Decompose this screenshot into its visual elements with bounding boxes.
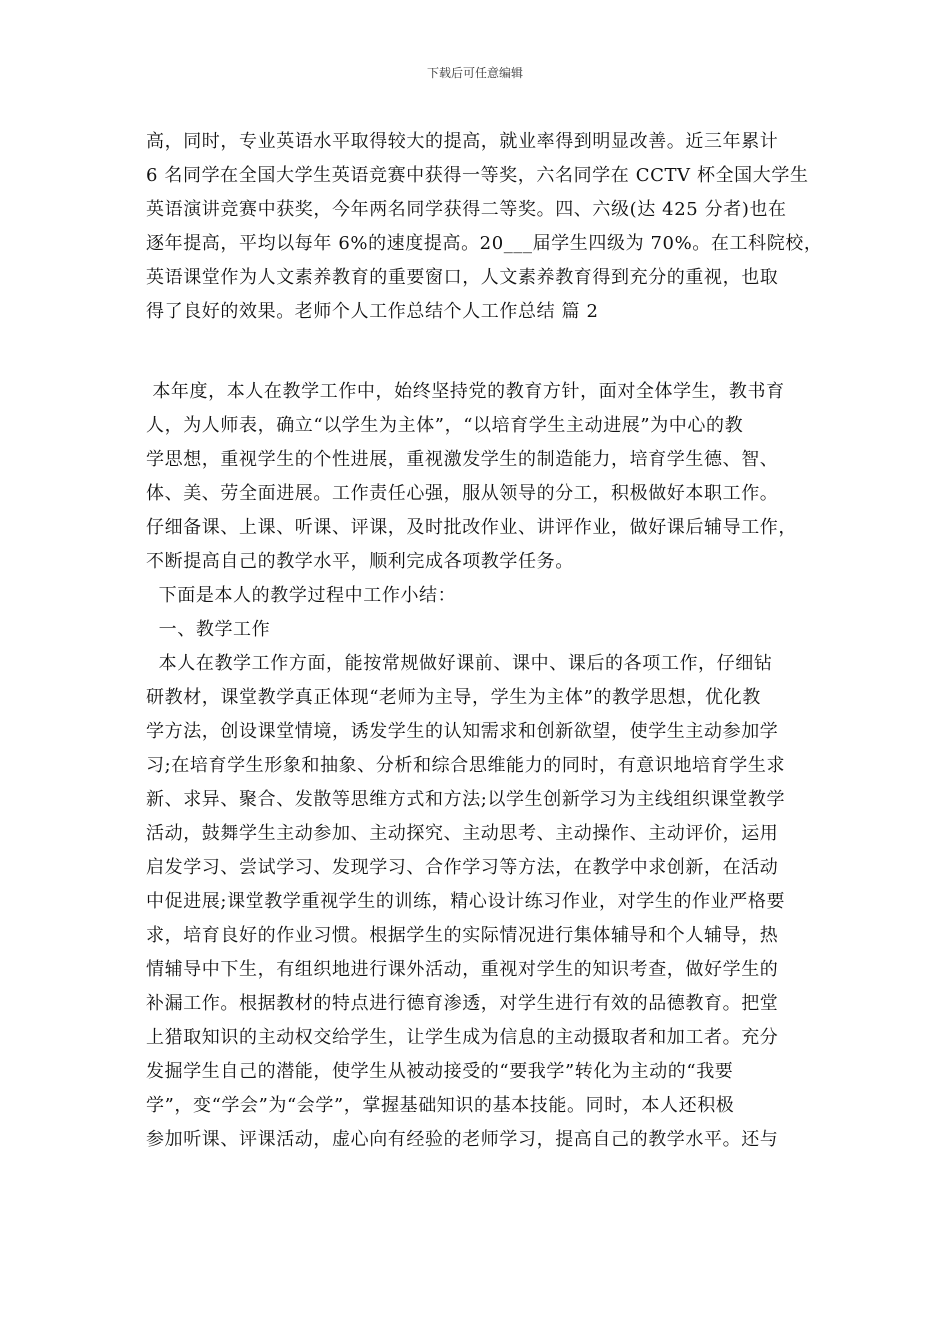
text-line: 英语课堂作为人文素养教育的重要窗口，人文素养教育得到充分的重视，也取	[146, 267, 779, 288]
text-line: 6 名同学在全国大学生英语竞赛中获得一等奖，六名同学在 CCTV 杯全国大学生	[146, 165, 809, 186]
text-line: 中促进展;课堂教学重视学生的训练，精心设计练习作业，对学生的作业严格要	[146, 891, 786, 912]
text-line: 英语演讲竞赛中获奖，今年两名同学获得二等奖。四、六级(达 425 分者)也在	[146, 199, 787, 220]
text-line: 本年度，本人在教学工作中，始终坚持党的教育方针，面对全体学生，教书育	[146, 381, 785, 402]
text-line: 上猎取知识的主动权交给学生，让学生成为信息的主动摄取者和加工者。充分	[146, 1027, 779, 1048]
text-line: 学思想，重视学生的个性进展，重视激发学生的制造能力，培育学生德、智、	[146, 449, 779, 470]
text-line: 本人在教学工作方面，能按常规做好课前、课中、课后的各项工作，仔细钻	[146, 653, 773, 674]
paragraph-block-1	[146, 125, 823, 329]
text-line: 活动，鼓舞学生主动参加、主动探究、主动思考、主动操作、主动评价，运用	[146, 823, 779, 844]
text-line: 体、美、劳全面进展。工作责任心强，服从领导的分工，积极做好本职工作。	[146, 483, 779, 504]
text-line: 不断提高自己的教学水平，顺利完成各项教学任务。	[146, 551, 574, 572]
section-heading: 一、教学工作	[146, 619, 271, 640]
paragraph-block-2	[146, 375, 806, 1157]
page-header: 下载后可任意编辑	[426, 66, 523, 80]
text-line: 得了良好的效果。老师个人工作总结个人工作总结 篇 2	[146, 301, 599, 322]
text-line: 下面是本人的教学过程中工作小结：	[146, 585, 457, 606]
text-line: 发掘学生自己的潜能，使学生从被动接受的“要我学”转化为主动的“我要	[146, 1061, 734, 1082]
text-line: 参加听课、评课活动，虚心向有经验的老师学习，提高自己的教学水平。还与	[146, 1129, 779, 1150]
text-line: 人，为人师表，确立“以学生为主体”，“以培育学生主动进展”为中心的教	[146, 415, 744, 436]
text-line: 逐年提高，平均以每年 6%的速度提高。20___届学生四级为 70%。在工科院校，	[146, 233, 823, 254]
text-line: 情辅导中下生，有组织地进行课外活动，重视对学生的知识考查，做好学生的	[146, 959, 779, 980]
text-line: 高，同时，专业英语水平取得较大的提高，就业率得到明显改善。近三年累计	[146, 131, 779, 152]
text-line: 研教材，课堂教学真正体现“老师为主导，学生为主体”的教学思想，优化教	[146, 687, 761, 708]
text-line: 求，培育良好的作业习惯。根据学生的实际情况进行集体辅导和个人辅导，热	[146, 925, 779, 946]
text-line: 学”，变“学会”为“会学”，掌握基础知识的基本技能。同时，本人还积极	[146, 1095, 735, 1116]
text-line: 学方法，创设课堂情境，诱发学生的认知需求和创新欲望，使学生主动参加学	[146, 721, 779, 742]
text-line: 习;在培育学生形象和抽象、分析和综合思维能力的同时，有意识地培育学生求	[146, 755, 786, 776]
text-line: 仔细备课、上课、听课、评课，及时批改作业、讲评作业，做好课后辅导工作，	[146, 517, 797, 538]
text-line: 新、求异、聚合、发散等思维方式和方法;以学生创新学习为主线组织课堂教学	[146, 789, 786, 810]
text-line: 启发学习、尝试学习、发现学习、合作学习等方法，在教学中求创新，在活动	[146, 857, 779, 878]
text-line: 补漏工作。根据教材的特点进行德育渗透，对学生进行有效的品德教育。把堂	[146, 993, 779, 1014]
